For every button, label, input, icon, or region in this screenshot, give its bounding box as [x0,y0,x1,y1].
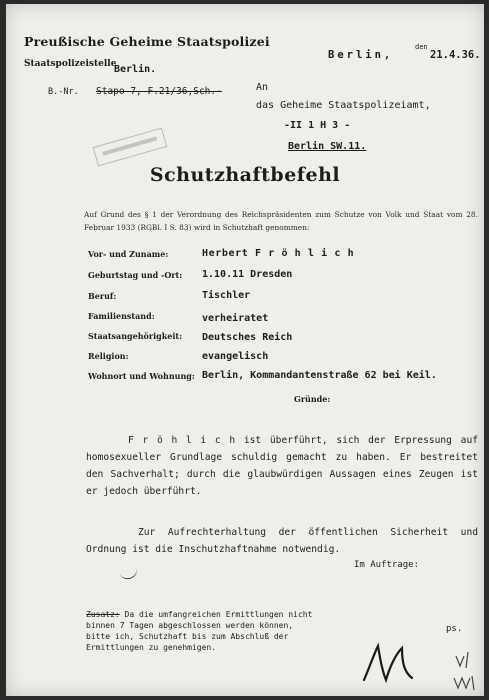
recipient-line-3: Berlin SW.11. [288,141,367,152]
document-title: Schutzhaftbefehl [149,164,341,186]
date-label: den [415,43,428,51]
reasons-heading: Gründe: [294,394,331,404]
field-value-citizenship: Deutsches Reich [202,332,293,343]
preamble-text: Auf Grund des § 1 der Verordnung des Reichspräsidenten zum Schutze von Volk und Staat vom 28. Februar 1933 (RGBl. I S. 83) wird in Schutzhaft genommen: [84,210,478,232]
signature-mark [356,636,426,686]
field-label-birth: Geburtstag und -Ort: [88,270,183,280]
addendum-text: Da die umfangreichen Ermittlungen nicht binnen 7 Tagen abgeschlossen werden können, bitte ich, Schutzhaft bis zum Abschluß der Ermittlungen zu genehmigen. [86,610,313,652]
pen-mark [119,568,139,581]
field-value-family-status: verheiratet [202,313,269,324]
reasons-body [86,432,478,558]
postscript-mark: ps. [446,624,463,634]
field-label-religion: Religion: [88,351,129,361]
recipient-to: An [256,82,269,93]
reference-label: B.-Nr. [48,87,79,97]
faded-stamp [93,127,168,166]
field-label-name: Vor- und Zuname: [88,249,169,259]
field-value-birth: 1.10.11 Dresden [202,269,293,280]
field-value-occupation: Tischler [202,290,251,301]
field-label-family-status: Familienstand: [88,311,155,321]
date: 21.4.36. [430,49,481,61]
handwritten-initials [450,648,480,694]
recipient-line-2: -II 1 H 3 - [284,120,351,131]
field-value-name: Herbert F r ö h l i c h [202,248,355,259]
place: Berlin, [328,49,394,61]
field-label-occupation: Beruf: [88,291,117,301]
reference-number: Stapo 7, F.21/36,Sch.- [96,86,222,97]
field-value-religion: evangelisch [202,351,269,362]
addendum-note [86,609,316,653]
reasons-paragraph-2: Zur Aufrechterhaltung der öffentlichen Sicherheit und Ordnung ist die Inschutzhaftnahme notwendig. [86,527,478,555]
office-city: Berlin. [114,64,157,75]
field-value-residence: Berlin, Kommandantenstraße 62 bei Keil. [202,370,437,381]
field-label-citizenship: Staatsangehörigkeit: [88,331,183,341]
addendum-label: Zusatz: [86,610,120,619]
document-page [6,4,484,696]
recipient-line-1: das Geheime Staatspolizeiamt, [256,100,431,111]
field-label-residence: Wohnort und Wohnung: [88,371,195,381]
issuer-heading: Preußische Geheime Staatspolizei [24,34,270,49]
office-label: Staatspolizeistelle [24,59,117,69]
reasons-paragraph-1: F r ö h l i c h ist überführt, sich der Erpressung auf homosexueller Grundlage schuldig gemacht zu haben. Er bestreitet den Sachverhalt; durch die glaubwürdigen Aussagen eines Zeugen ist er jedoch überführt. [86,435,478,497]
closing-formula: Im Auftrage: [354,560,420,570]
